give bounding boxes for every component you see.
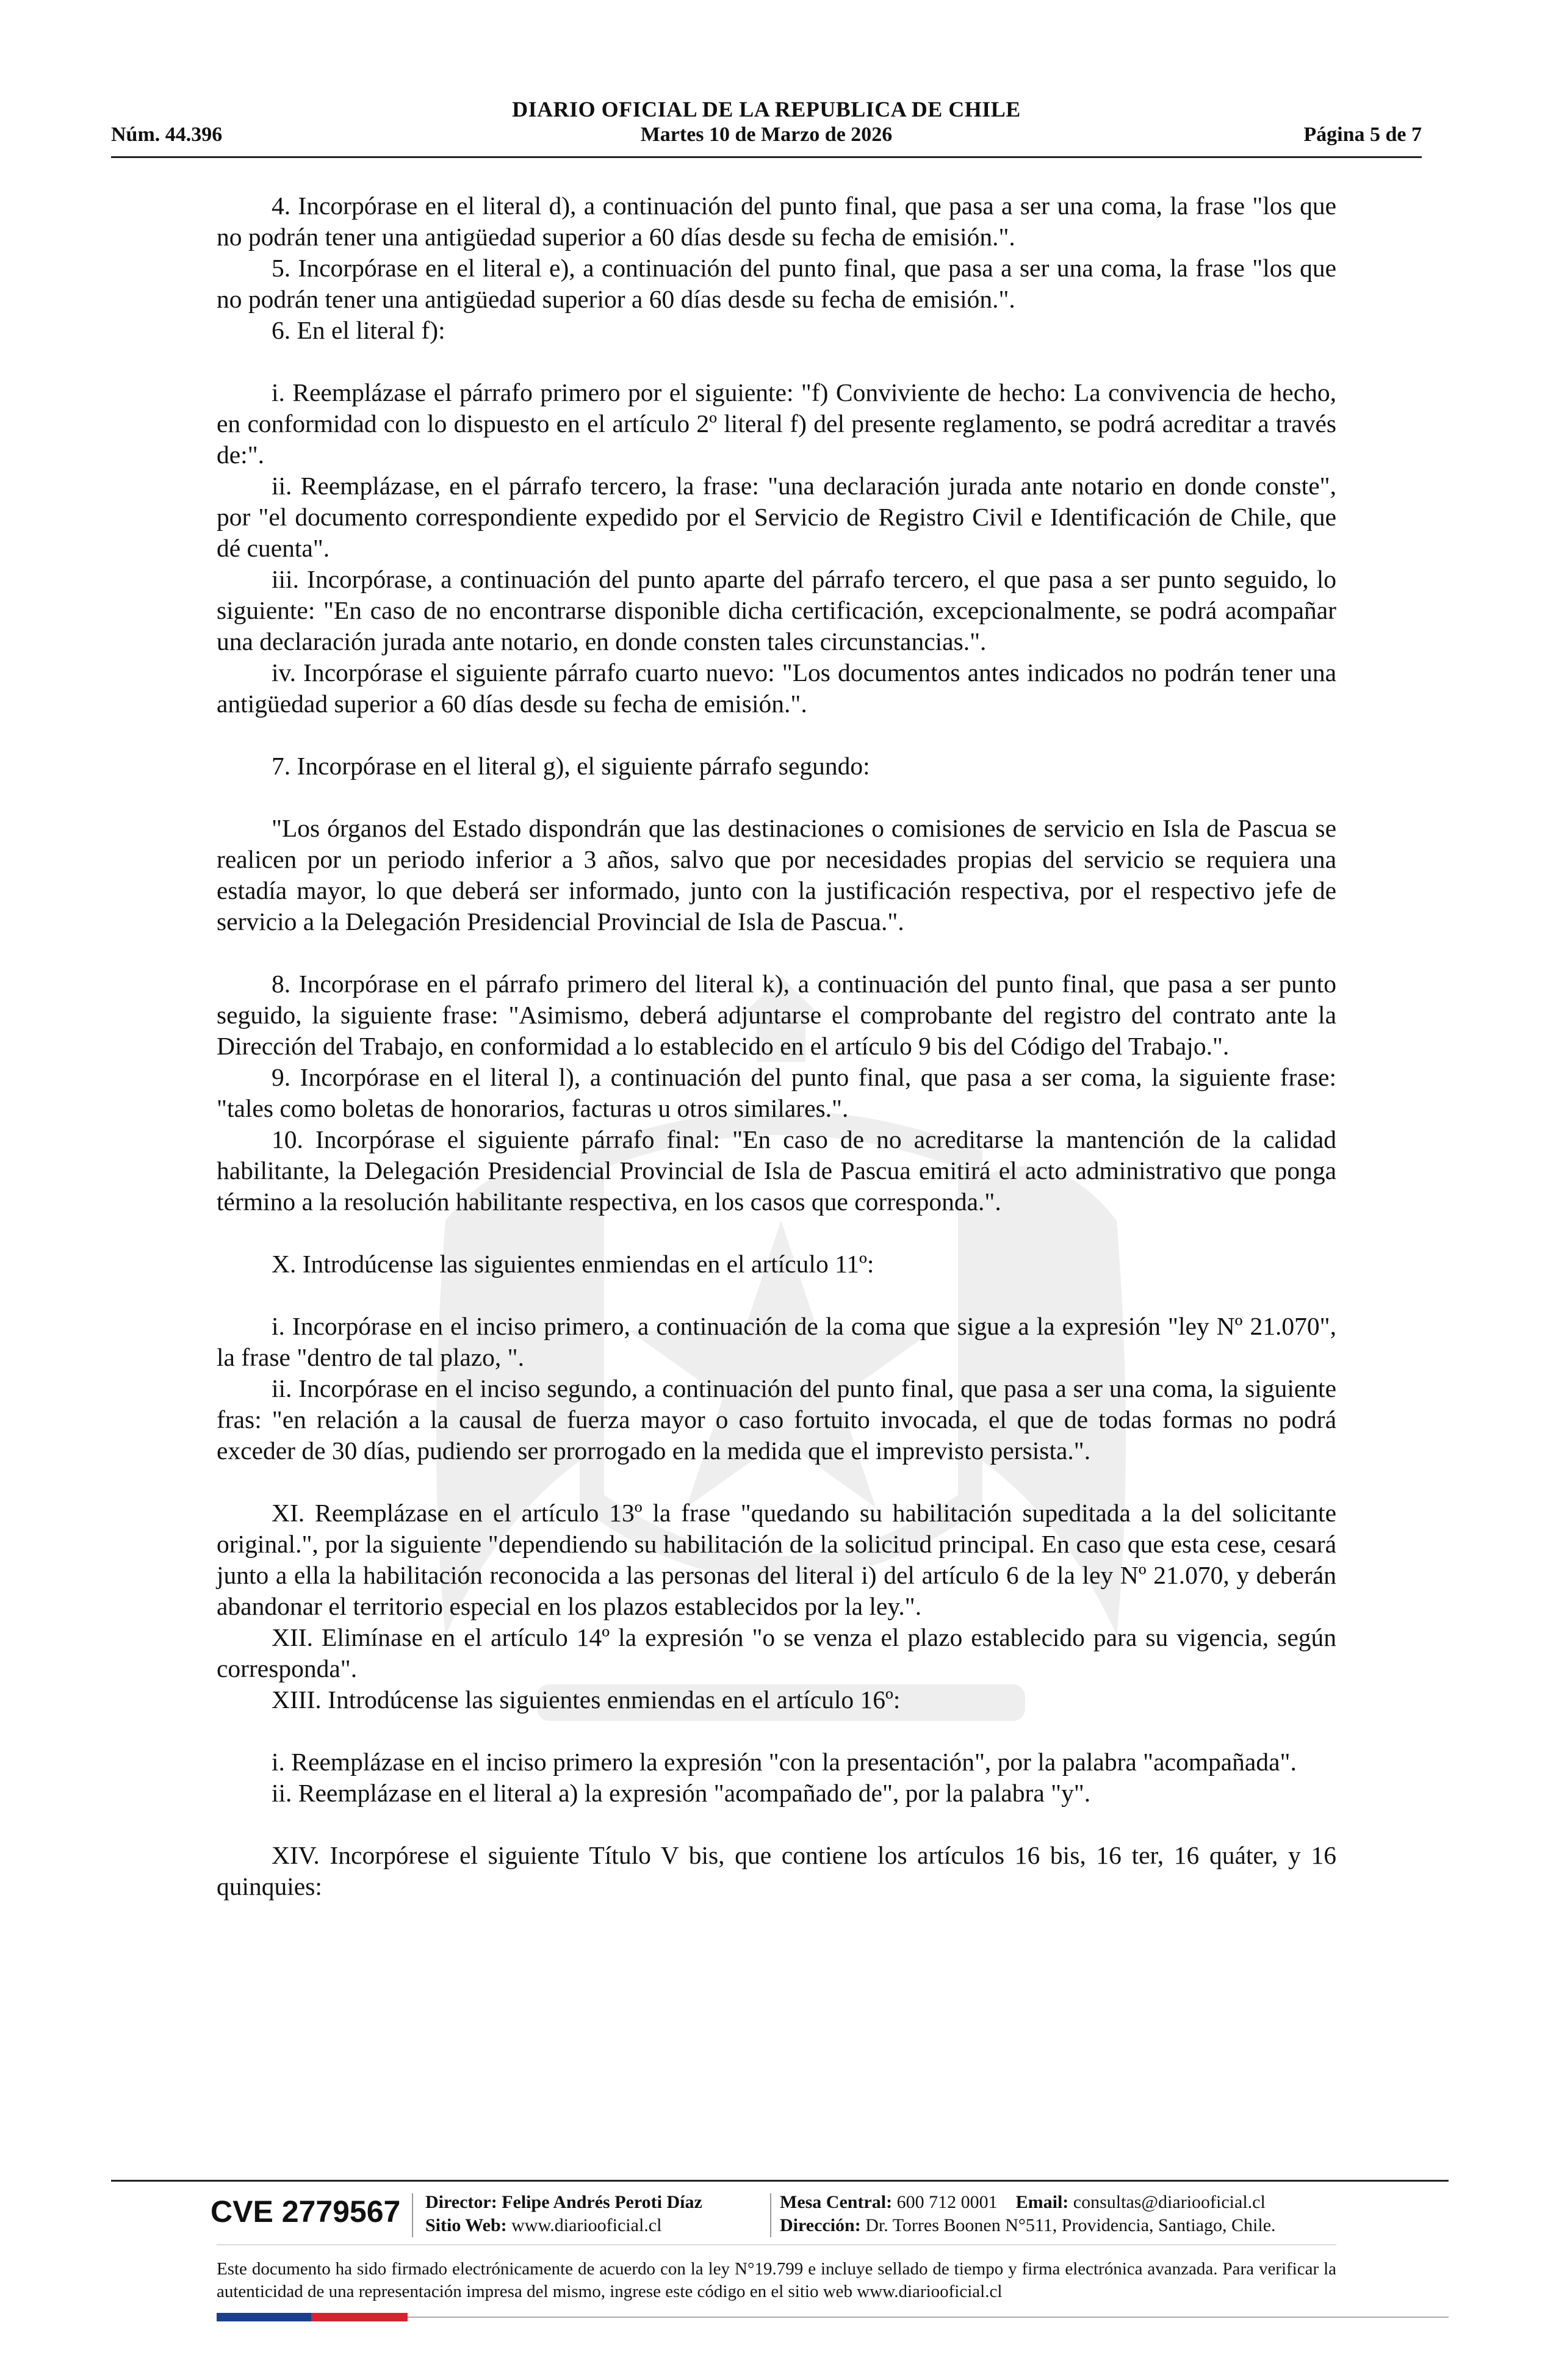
director-name: Felipe Andrés Peroti Díaz xyxy=(502,2192,702,2212)
flag-stripe-red xyxy=(311,2313,408,2321)
email-label: Email: xyxy=(1015,2192,1069,2212)
paragraph: 7. Incorpórase en el literal g), el siguiente párrafo segundo: xyxy=(272,752,870,780)
director-line xyxy=(425,2191,702,2214)
paragraph: 8. Incorpórase en el párrafo primero del literal k), a continuación del punto final, que pasa a ser punto seguido, la siguiente frase: "Asimismo, deberá adjuntarse el comprobante del registro del contrato ante la Dirección del Trabajo, en conformidad a lo establecido en el artículo 9 bis del Código del Trabajo.". xyxy=(217,970,1336,1060)
gazette-title: DIARIO OFICIAL DE LA REPUBLICA DE CHILE xyxy=(512,97,1021,121)
page-indicator: Página 5 de 7 xyxy=(1303,123,1422,146)
address-label: Dirección: xyxy=(780,2215,861,2235)
mesa-label: Mesa Central: xyxy=(780,2192,893,2212)
footer-contact-left xyxy=(425,2191,702,2237)
paragraph: i. Incorpórase en el inciso primero, a continuación de la coma que sigue a la expresión "ley Nº 21.070", la frase "dentro de tal plazo, ". xyxy=(217,1312,1336,1371)
paragraph: 4. Incorpórase en el literal d), a continuación del punto final, que pasa a ser una coma, la frase "los que no podrán tener una antigüedad superior a 60 días desde su fecha de emisión.". xyxy=(217,192,1336,251)
paragraph: XIV. Incorpórese el siguiente Título V bis, que contiene los artículos 16 bis, 16 ter, 16 quáter, y 16 quinquies: xyxy=(217,1841,1336,1900)
header-divider xyxy=(111,156,1422,158)
footer-contact-right xyxy=(780,2191,1276,2237)
paragraph: iii. Incorpórase, a continuación del punto aparte del párrafo tercero, el que pasa a ser punto seguido, lo siguiente: "En caso de no encontrarse disponible dicha certificación, excepcionalmente, se podrá acompañar una declaración jurada ante notario, en donde consten tales circunstancias.". xyxy=(217,565,1336,655)
bottom-divider xyxy=(408,2317,1449,2318)
issue-date: Martes 10 de Marzo de 2026 xyxy=(640,123,893,146)
director-label: Director: xyxy=(425,2192,497,2212)
section-heading: X. Introdúcense las siguientes enmiendas en el artículo 11º: xyxy=(272,1250,874,1278)
paragraph: XI. Reemplázase en el artículo 13º la frase "quedando su habilitación supeditada a la del solicitante original.", por la siguiente "dependiendo su habilitación de la solicitud principal. En caso que esta cese, cesará junto a ella la habilitación reconocida a las personas del literal i) del artículo 6 de la ley Nº 21.070, y deberán abandonar el territorio especial en los plazos establecidos por la ley.". xyxy=(217,1499,1336,1620)
paragraph: ii. Reemplázase en el literal a) la expresión "acompañado de", por la palabra "y". xyxy=(272,1779,1091,1807)
paragraph: 10. Incorpórase el siguiente párrafo final: "En caso de no acreditarse la mantención de la calidad habilitante, la Delegación Presidencial Provincial de Isla de Pascua emitirá el acto administrativo que ponga término a la resolución habilitante respectiva, en los casos que corresponda.". xyxy=(217,1125,1336,1216)
paragraph: 5. Incorpórase en el literal e), a continuación del punto final, que pasa a ser una coma, la frase "los que no podrán tener una antigüedad superior a 60 días desde su fecha de emisión.". xyxy=(217,254,1336,313)
paragraph: 9. Incorpórase en el literal l), a continuación del punto final, que pasa a ser coma, la siguiente frase: "tales como boletas de honorarios, facturas u otros similares.". xyxy=(217,1063,1336,1122)
mesa-phone: 600 712 0001 xyxy=(896,2192,998,2212)
contact-line xyxy=(780,2191,1276,2214)
footer-separator xyxy=(770,2193,771,2237)
legal-notice: Este documento ha sido firmado electrónicamente de acuerdo con la ley N°19.799 e incluye sellado de tiempo y firma electrónica avanzada. Para verificar la autenticidad de una representación impresa del mismo, ingrese este código en el sitio web www.diariooficial.cl xyxy=(217,2259,1336,2301)
quoted-paragraph: "Los órganos del Estado dispondrán que las destinaciones o comisiones de servicio en Isla de Pascua se realicen por un periodo inferior a 3 años, salvo que por necesidades propias del servicio se requiera una estadía mayor, lo que deberá ser informado, junto con la justificación respectiva, por el respectivo jefe de servicio a la Delegación Presidencial Provincial de Isla de Pascua.". xyxy=(217,814,1336,936)
address-line xyxy=(780,2214,1276,2237)
header-center xyxy=(111,96,1422,148)
website-line xyxy=(425,2214,702,2237)
website-label: Sitio Web: xyxy=(425,2215,507,2235)
document-body xyxy=(217,190,1336,1902)
email-link[interactable]: consultas@diariooficial.cl xyxy=(1073,2192,1266,2212)
footer-divider xyxy=(111,2180,1449,2182)
address-value: Dr. Torres Boonen N°511, Providencia, Santiago, Chile. xyxy=(865,2215,1276,2235)
paragraph: ii. Incorpórase en el inciso segundo, a continuación del punto final, que pasa a ser una coma, la siguiente fras: "en relación a la causal de fuerza mayor o caso fortuito invocada, el que de todas formas no podrá exceder de 30 días, pudiendo ser prorrogado en la medida que el imprevisto persista.". xyxy=(217,1374,1336,1465)
paragraph: iv. Incorpórase el siguiente párrafo cuarto nuevo: "Los documentos antes indicados no podrán tener una antigüedad superior a 60 días desde su fecha de emisión.". xyxy=(217,658,1336,718)
paragraph: ii. Reemplázase, en el párrafo tercero, la frase: "una declaración jurada ante notario en donde conste", por "el documento correspondiente expedido por el Servicio de Registro Civil e Identificación de Chile, que dé cuenta". xyxy=(217,472,1336,562)
issue-number: Núm. 44.396 xyxy=(111,123,223,146)
paragraph: i. Reemplázase el párrafo primero por el siguiente: "f) Conviviente de hecho: La convivencia de hecho, en conformidad con lo dispuesto en el artículo 2º literal f) del presente reglamento, se podrá acreditar a través de:". xyxy=(217,378,1336,469)
page-header xyxy=(111,96,1422,157)
paragraph: XII. Elimínase en el artículo 14º la expresión "o se venza el plazo establecido para su vigencia, según corresponda". xyxy=(217,1623,1336,1682)
paragraph: 6. En el literal f): xyxy=(272,316,445,344)
cve-code: CVE 2779567 xyxy=(211,2194,401,2229)
footer-separator xyxy=(412,2193,413,2237)
flag-stripe-blue xyxy=(217,2313,311,2321)
section-heading: XIII. Introdúcense las siguientes enmiendas en el artículo 16º: xyxy=(272,1686,901,1714)
paragraph: i. Reemplázase en el inciso primero la expresión "con la presentación", por la palabra "acompañada". xyxy=(272,1748,1297,1776)
website-link[interactable]: www.diariooficial.cl xyxy=(511,2215,662,2235)
